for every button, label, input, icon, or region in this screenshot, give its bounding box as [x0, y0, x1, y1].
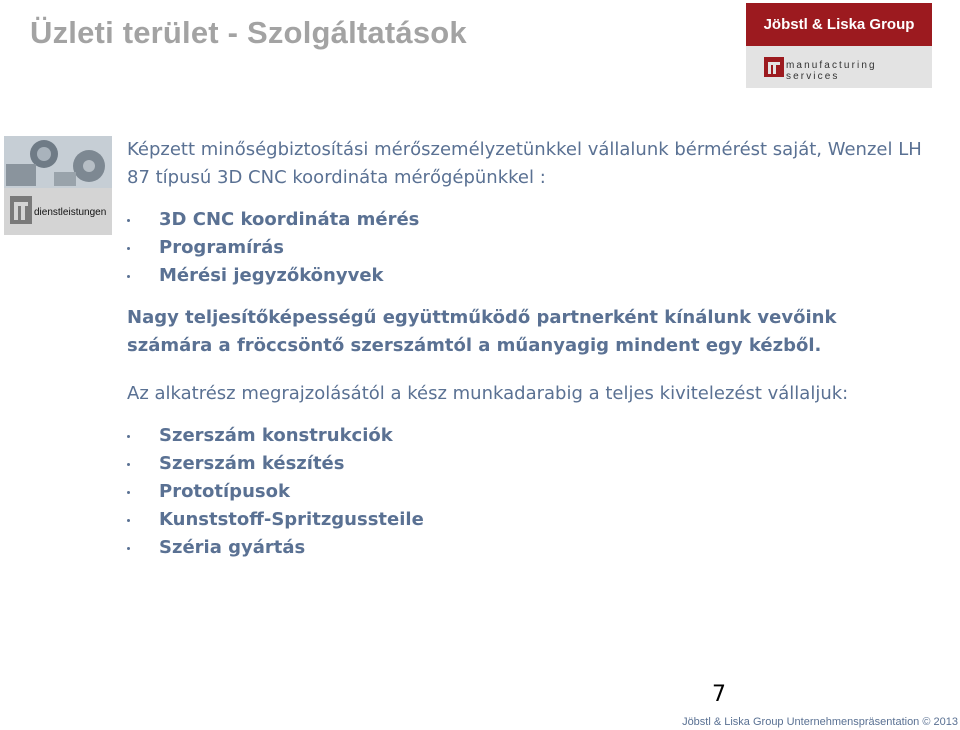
bullet-icon: [127, 547, 130, 550]
list-item-text: Mérési jegyzőkönyvek: [159, 265, 384, 286]
partner-paragraph: Nagy teljesítőképességű együttműködő partnerként kínálunk vevőink számára a fröccsöntő szerszámtól a műanyagig mindent egy kézből.: [127, 307, 837, 356]
list-item-text: Szerszám konstrukciók: [159, 425, 393, 446]
list-item-text: Szerszám készítés: [159, 453, 345, 474]
logo-brand-name: Jöbstl & Liska Group: [746, 3, 932, 46]
logo-tagline-bar: [746, 46, 932, 88]
execution-paragraph: Az alkatrész megrajzolásától a kész munkadarabig a teljes kivitelezést vállaljuk:: [127, 383, 849, 404]
footer-text: Jöbstl & Liska Group Unternehmenspräsentation © 2013: [682, 716, 958, 728]
list-item: [127, 506, 927, 534]
list-item-text: Széria gyártás: [159, 537, 306, 558]
list-item-text: Prototípusok: [159, 481, 290, 502]
list-item-text: Kunststoff-Spritzgussteile: [159, 509, 424, 530]
bullet-icon: [127, 463, 130, 466]
measurement-services-list: [127, 206, 927, 290]
bullet-icon: [127, 491, 130, 494]
slide-content: [127, 136, 927, 562]
manufacturing-services-list: [127, 422, 927, 562]
bullet-icon: [127, 519, 130, 522]
bullet-icon: [127, 275, 130, 278]
machine-parts-photo: [4, 136, 112, 188]
company-logo: [746, 3, 932, 88]
list-item: [127, 534, 927, 562]
intro-paragraph: Képzett minőségbiztosítási mérőszemélyzetünkkel vállalunk bérmérést saját, Wenzel LH 87 típusú 3D CNC koordináta mérőgépünkkel :: [127, 139, 922, 188]
list-item: [127, 234, 927, 262]
list-item: [127, 450, 927, 478]
page-number: 7: [712, 682, 726, 707]
list-item: [127, 206, 927, 234]
bullet-icon: [127, 435, 130, 438]
bullet-icon: [127, 247, 130, 250]
logo-mark-icon: [764, 57, 784, 77]
bullet-icon: [127, 219, 130, 222]
list-item-text: Programírás: [159, 237, 285, 258]
list-item: [127, 478, 927, 506]
dienstleistungen-logo-icon: [10, 196, 32, 224]
thumbnail-label: dienstleistungen: [34, 207, 107, 218]
service-thumbnail: [4, 136, 112, 235]
list-item: [127, 422, 927, 450]
list-item-text: 3D CNC koordináta mérés: [159, 209, 420, 230]
slide-title: Üzleti terület - Szolgáltatások: [30, 15, 467, 50]
list-item: [127, 262, 927, 290]
logo-tagline: manufacturing services: [786, 60, 877, 82]
